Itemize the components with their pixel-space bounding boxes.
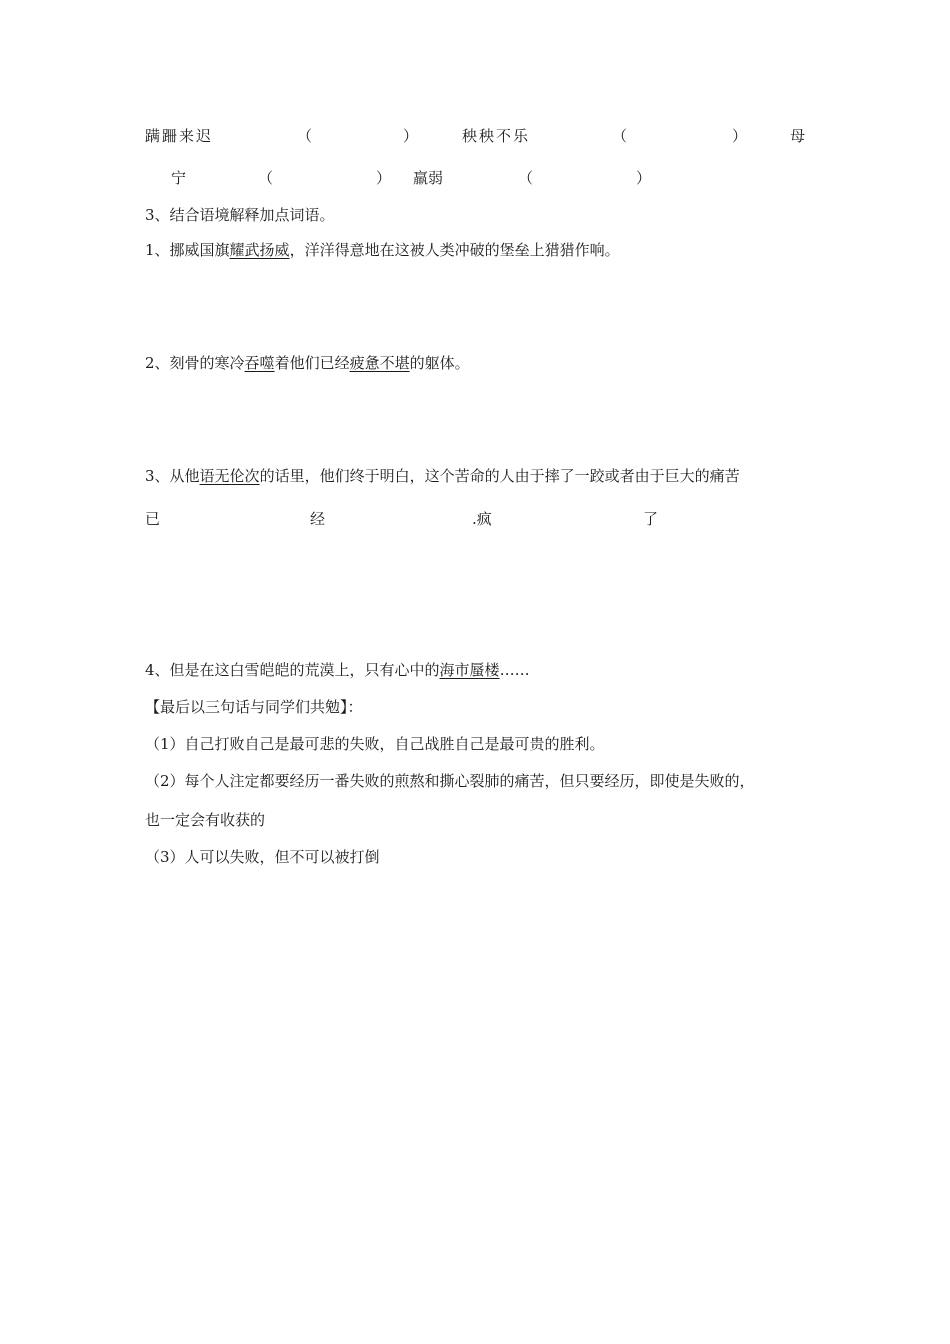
closing-sentence-1: （1）自己打败自己是最可悲的失败，自己战胜自己是最可贵的胜利。 (145, 735, 605, 753)
closing-sentence-3: （3）人可以失败，但不可以被打倒 (145, 848, 380, 866)
answer-blank-close: ） (403, 127, 419, 145)
answer-blank-close: ） (376, 169, 392, 187)
question-3-text: 的话里，他们终于明白，这个苦命的人由于摔了一跤或者由于巨大的痛苦 (259, 467, 740, 485)
vocab-word-muning-start: 母 (790, 127, 806, 145)
question-1 (145, 240, 620, 260)
answer-blank-close: ） (732, 127, 748, 145)
vocab-word-muning-end: 宁 (171, 169, 187, 187)
question-3-continuation: 经 (310, 510, 326, 528)
question-2-term: 吞噬 (244, 354, 275, 372)
question-3-continuation: .疯 (472, 510, 492, 528)
question-2-text: 2、刻骨的寒冷 (145, 354, 245, 372)
answer-blank-open: （ (297, 127, 313, 145)
question-2 (145, 353, 470, 373)
question-1-text: 1、挪威国旗 (145, 241, 230, 259)
question-2-text: 着他们已经 (274, 354, 350, 372)
question-4 (145, 660, 530, 680)
vocab-word-leiruo: 羸弱 (413, 169, 444, 187)
answer-blank-open: （ (518, 169, 534, 187)
vocab-word-panshan: 蹒跚来迟 (145, 127, 214, 145)
answer-blank-open: （ (612, 127, 628, 145)
closing-sentence-2-cont: 也一定会有收获的 (145, 811, 266, 829)
answer-blank-open: （ (258, 169, 274, 187)
question-3 (145, 466, 740, 486)
closing-sentence-2: （2）每个人注定都要经历一番失败的煎熬和撕心裂肺的痛苦，但只要经历，即使是失败的， (145, 772, 755, 790)
question-3-continuation: 已 (145, 510, 161, 528)
closing-heading: 【最后以三句话与同学们共勉】： (145, 698, 363, 716)
question-4-text: …… (499, 661, 530, 679)
vocab-word-yangyang: 秧秧不乐 (462, 127, 531, 145)
section-heading: 3、结合语境解释加点词语。 (145, 206, 335, 224)
question-2-term: 疲惫不堪 (349, 354, 410, 372)
answer-blank-close: ） (636, 169, 652, 187)
question-1-term: 耀武扬威 (229, 241, 290, 259)
question-1-text: ，洋洋得意地在这被人类冲破的堡垒上猎猎作响。 (289, 241, 620, 259)
question-3-text: 3、从他 (145, 467, 200, 485)
question-3-continuation: 了 (643, 510, 659, 528)
question-4-term: 海市蜃楼 (439, 661, 500, 679)
question-3-term: 语无伦次 (199, 467, 260, 485)
question-4-text: 4、但是在这白雪皑皑的荒漠上，只有心中的 (145, 661, 440, 679)
question-2-text: 的躯体。 (409, 354, 470, 372)
